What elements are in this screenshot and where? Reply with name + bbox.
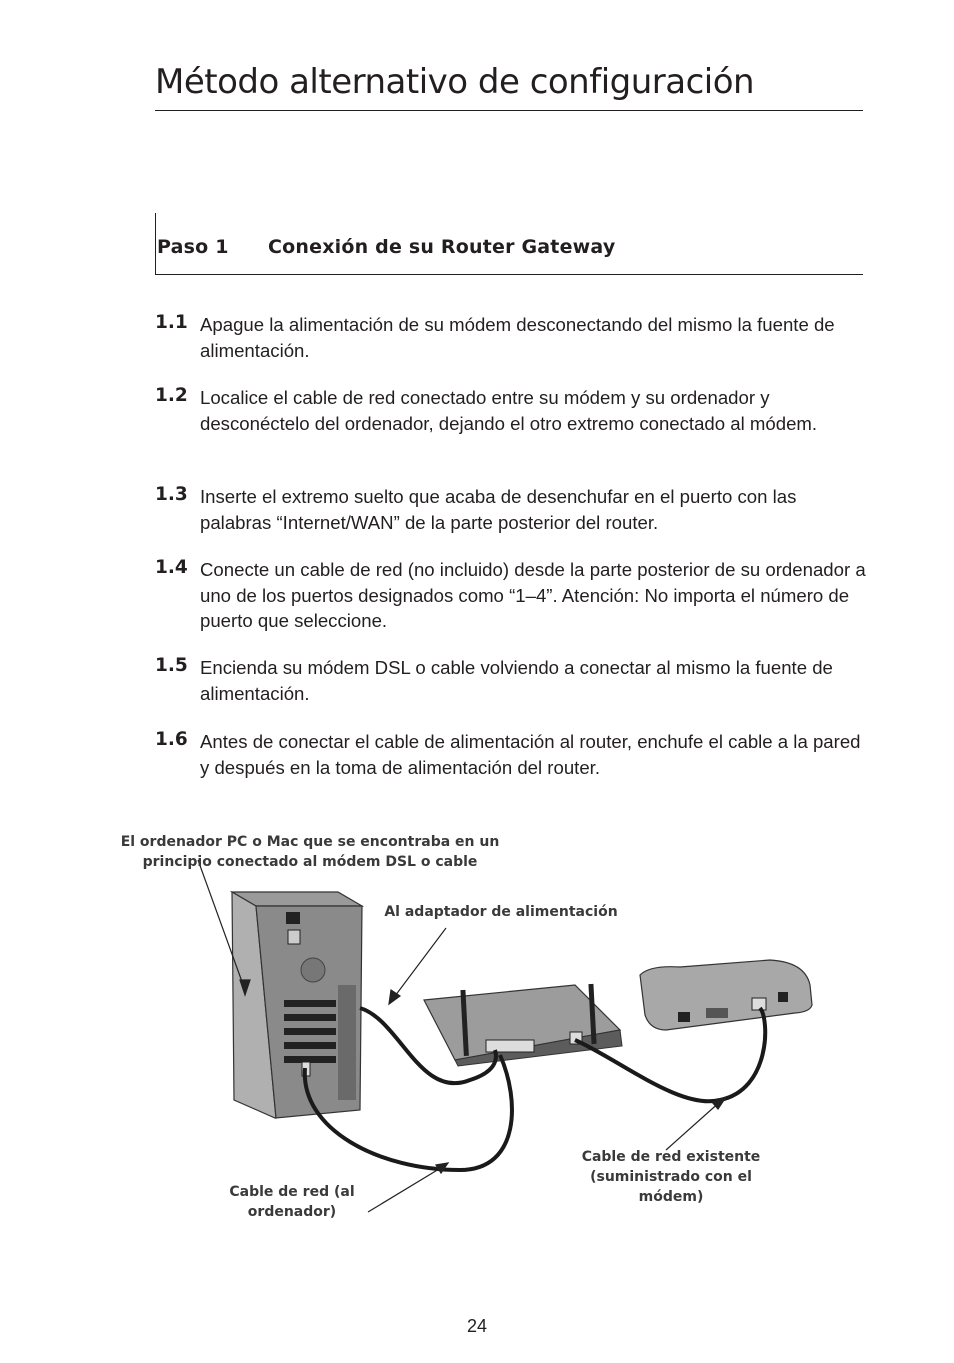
- caption-cable-modem: [572, 1147, 770, 1207]
- item-text: Apague la alimentación de su módem desconectando del mismo la fuente de alimentación.: [200, 314, 835, 361]
- caption-pc-line1: El ordenador PC o Mac que se encontraba en un: [120, 834, 500, 850]
- caption-cable-pc-line1: Cable de red (al: [229, 1184, 355, 1200]
- caption-cable-modem-line3: módem): [638, 1189, 704, 1205]
- pc-tower-illustration: [232, 892, 362, 1118]
- item-number: 1.5: [155, 655, 188, 676]
- caption-cable-modem-line1: Cable de red existente: [581, 1149, 761, 1165]
- caption-pc: [118, 832, 502, 872]
- caption-power: Al adaptador de alimentación: [384, 904, 618, 920]
- step-title: Conexión de su Router Gateway: [268, 236, 616, 258]
- item-number: 1.1: [155, 312, 188, 333]
- router-illustration: [424, 984, 622, 1066]
- item-text: Localice el cable de red conectado entre su módem y su ordenador y desconéctelo del ordenador, dejando el otro extremo conectado al módem.: [200, 387, 818, 434]
- item-number: 1.3: [155, 484, 188, 505]
- item-text: Inserte el extremo suelto que acaba de desenchufar en el puerto con las palabras “Internet/WAN” de la parte posterior del router.: [200, 486, 797, 533]
- item-text: Encienda su módem DSL o cable volviendo a conectar al mismo la fuente de alimentación.: [200, 657, 833, 704]
- item-number: 1.2: [155, 385, 188, 406]
- caption-cable-pc-line2: ordenador): [247, 1204, 337, 1220]
- item-text: Antes de conectar el cable de alimentación al router, enchufe el cable a la pared y después en la toma de alimentación del router.: [200, 731, 861, 778]
- page-number: 24: [466, 1316, 488, 1336]
- item-text: Conecte un cable de red (no incluido) desde la parte posterior de su ordenador a uno de los puertos designados como “1–4”. Atención: No importa el número de puerto que seleccione.: [200, 559, 866, 631]
- item-number: 1.6: [155, 729, 188, 750]
- caption-pc-line2: principio conectado al módem DSL o cable: [142, 854, 478, 870]
- caption-cable-modem-line2: (suministrado con el: [590, 1169, 752, 1185]
- item-number: 1.4: [155, 557, 188, 578]
- step-label: Paso 1: [157, 236, 229, 258]
- modem-illustration: [640, 960, 812, 1030]
- page-title: Método alternativo de configuración: [155, 56, 863, 111]
- caption-cable-pc: [212, 1182, 372, 1222]
